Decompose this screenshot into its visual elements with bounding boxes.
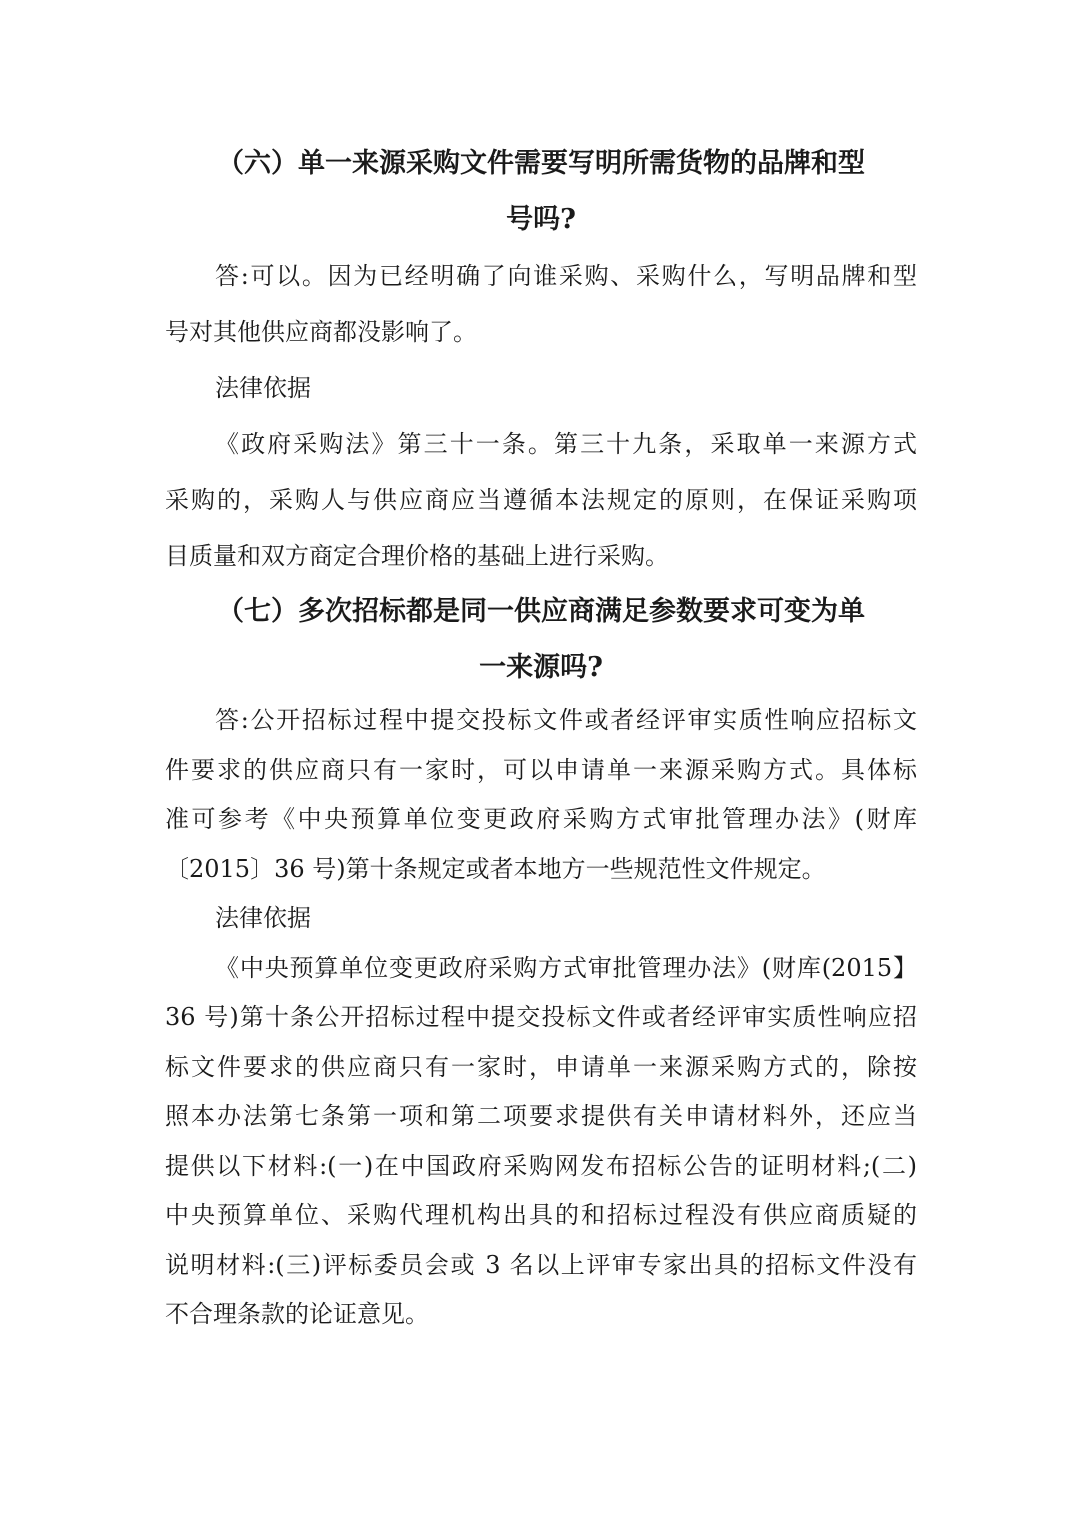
legal-basis-6 (165, 416, 917, 584)
document-body (165, 136, 917, 1340)
section-heading (165, 584, 917, 696)
heading-line: 一来源吗? (479, 652, 603, 683)
text-line: 答:公开招标过程中提交投标文件或者经评审实质性响应招标文 (215, 706, 917, 734)
text-line: 《政府采购法》第三十一条。第三十九条，采取单一来源方式 (215, 430, 917, 458)
text-line: 《中央预算单位变更政府采购方式审批管理办法》(财库(2015】 (215, 953, 917, 982)
text-line: 答:可以。因为已经明确了向谁采购、采购什么，写明品牌和型 (215, 262, 917, 290)
text-line: 中央预算单位、采购代理机构出具的和招标过程没有供应商质疑的 (165, 1201, 917, 1229)
text-line: 不合理条款的论证意见。 (165, 1300, 429, 1328)
text-line: 照本办法第七条第一项和第二项要求提供有关申请材料外，还应当 (165, 1102, 917, 1130)
text-line: 〔2015〕36 号)第十条规定或者本地方一些规范性文件规定。 (165, 854, 826, 883)
text-line: 法律依据 (215, 374, 311, 402)
text-line: 目质量和双方商定合理价格的基础上进行采购。 (165, 542, 669, 570)
text-line: 标文件要求的供应商只有一家时，申请单一来源采购方式的，除按 (165, 1052, 917, 1081)
text-line: 36 号)第十条公开招标过程中提交投标文件或者经评审实质性响应招 (165, 1003, 917, 1031)
legal-basis-label-6 (165, 360, 917, 416)
text-line: 说明材料:(三)评标委员会或 3 名以上评审专家出具的招标文件没有 (165, 1250, 917, 1279)
heading-line: （七）多次招标都是同一供应商满足参数要求可变为单 (217, 596, 865, 627)
section-heading (165, 136, 917, 248)
text-line: 采购的，采购人与供应商应当遵循本法规定的原则，在保证采购项 (165, 486, 917, 514)
legal-basis-7 (165, 944, 917, 1340)
answer-7 (165, 696, 917, 894)
legal-basis-label-7 (165, 894, 917, 944)
heading-line: （六）单一来源采购文件需要写明所需货物的品牌和型 (217, 148, 865, 179)
text-line: 号对其他供应商都没影响了。 (165, 318, 477, 346)
answer-6 (165, 248, 917, 360)
text-line: 法律依据 (215, 904, 311, 932)
text-line: 件要求的供应商只有一家时，可以申请单一来源采购方式。具体标 (165, 755, 917, 784)
text-line: 提供以下材料:(一)在中国政府采购网发布招标公告的证明材料;(二) (165, 1151, 917, 1180)
heading-line: 号吗? (506, 204, 576, 235)
text-line: 准可参考《中央预算单位变更政府采购方式审批管理办法》(财库 (165, 805, 917, 833)
